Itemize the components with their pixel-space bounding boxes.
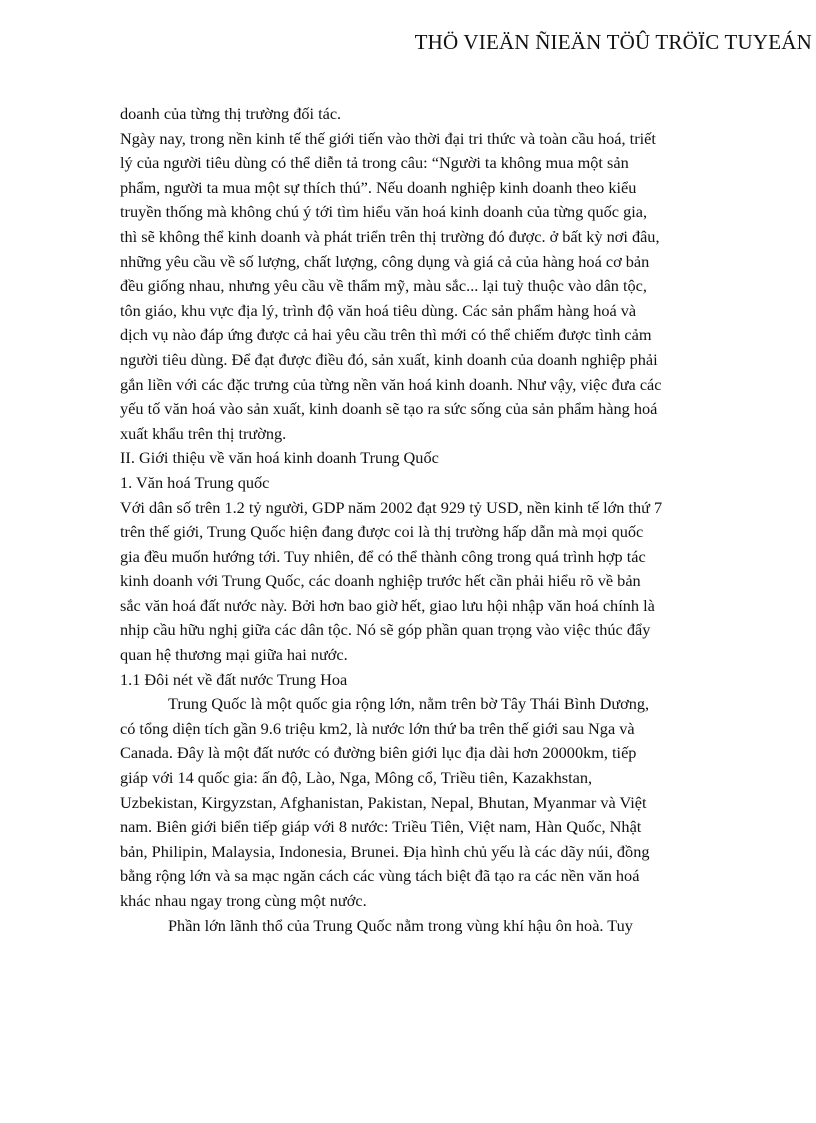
text-line: gắn liền với các đặc trưng của từng nền văn hoá kinh doanh. Như vậy, việc đưa các <box>120 374 662 394</box>
text-line: trên thế giới, Trung Quốc hiện đang được coi là thị trường hấp dẫn mà mọi quốc <box>120 522 644 542</box>
text-line: Trung Quốc là một quốc gia rộng lớn, nằm trên bờ Tây Thái Bình Dương, <box>168 694 650 714</box>
text-line: dịch vụ nào đáp ứng được cả hai yêu cầu trên thì mới có thể chiếm được tình cảm <box>120 325 652 345</box>
text-line: có tổng diện tích gần 9.6 triệu km2, là nước lớn thứ ba trên thế giới sau Nga và <box>120 718 635 738</box>
text-line: Phần lớn lãnh thổ của Trung Quốc nằm trong vùng khí hậu ôn hoà. Tuy <box>168 915 633 935</box>
text-line: phẩm, người ta mua một sự thích thú”. Nếu doanh nghiệp kinh doanh theo kiểu <box>120 177 637 197</box>
text-line: Với dân số trên 1.2 tỷ người, GDP năm 2002 đạt 929 tỷ USD, nền kinh tế lớn thứ 7 <box>120 497 663 517</box>
text-line: kinh doanh với Trung Quốc, các doanh nghiệp trước hết cần phải hiểu rõ về bản <box>120 571 641 591</box>
text-line: lý của người tiêu dùng có thể diễn tả trong câu: “Người ta không mua một sản <box>120 153 629 173</box>
text-line: thì sẽ không thể kinh doanh và phát triển trên thị trường đó được. ở bất kỳ nơi đâu, <box>120 226 660 246</box>
text-line: nhịp cầu hữu nghị giữa các dân tộc. Nó sẽ góp phần quan trọng vào việc thúc đẩy <box>120 620 651 640</box>
text-line: Canada. Đây là một đất nước có đường biên giới lục địa dài hơn 20000km, tiếp <box>120 743 637 763</box>
text-line: yếu tố văn hoá vào sản xuất, kinh doanh sẽ tạo ra sức sống của sản phẩm hàng hoá <box>120 399 658 419</box>
text-line: 1.1 Đôi nét về đất nước Trung Hoa <box>120 669 348 689</box>
text-line: doanh của từng thị trường đối tác. <box>120 104 342 123</box>
text-line: bằng rộng lớn và sa mạc ngăn cách các vùng tách biệt đã tạo ra các nền văn hoá <box>120 866 640 886</box>
document-body <box>120 102 705 938</box>
text-line: sắc văn hoá đất nước này. Bởi hơn bao giờ hết, giao lưu hội nhập văn hoá chính là <box>120 595 655 615</box>
text-line: nam. Biên giới biển tiếp giáp với 8 nước: Triều Tiên, Việt nam, Hàn Quốc, Nhật <box>120 817 642 837</box>
text-line: khác nhau ngay trong cùng một nước. <box>120 891 367 910</box>
text-line: đều giống nhau, nhưng yêu cầu về thẩm mỹ, màu sắc... lại tuỳ thuộc vào dân tộc, <box>120 276 647 296</box>
text-line: Uzbekistan, Kirgyzstan, Afghanistan, Pakistan, Nepal, Bhutan, Myanmar và Việt <box>120 792 647 812</box>
text-line: truyền thống mà không chú ý tới tìm hiểu văn hoá kinh doanh của từng quốc gia, <box>120 202 648 222</box>
text-line: quan hệ thương mại giữa hai nước. <box>120 645 348 665</box>
text-line: xuất khẩu trên thị trường. <box>120 423 287 443</box>
text-line: bản, Philipin, Malaysia, Indonesia, Brunei. Địa hình chủ yếu là các dãy núi, đồng <box>120 841 650 861</box>
text-line: Ngày nay, trong nền kinh tế thế giới tiến vào thời đại tri thức và toàn cầu hoá, triết <box>120 128 656 148</box>
text-line: tôn giáo, khu vực địa lý, trình độ văn hoá tiêu dùng. Các sản phẩm hàng hoá và <box>120 300 637 320</box>
text-line: 1. Văn hoá Trung quốc <box>120 472 270 492</box>
text-line: gia đều muốn hướng tới. Tuy nhiên, để có thể thành công trong quá trình hợp tác <box>120 546 646 566</box>
text-line: II. Giới thiệu về văn hoá kinh doanh Trung Quốc <box>120 448 439 468</box>
text-line: người tiêu dùng. Để đạt được điều đó, sản xuất, kinh doanh của doanh nghiệp phải <box>120 349 658 369</box>
page-header: THÖ VIEÄN ÑIEÄN TÖÛ TRÖÏC TUYEÁN <box>414 30 812 54</box>
text-line: những yêu cầu về số lượng, chất lượng, công dụng và giá cả của hàng hoá cơ bản <box>120 251 650 271</box>
text-line: giáp với 14 quốc gia: ấn độ, Lào, Nga, Mông cổ, Triều tiên, Kazakhstan, <box>120 768 593 788</box>
